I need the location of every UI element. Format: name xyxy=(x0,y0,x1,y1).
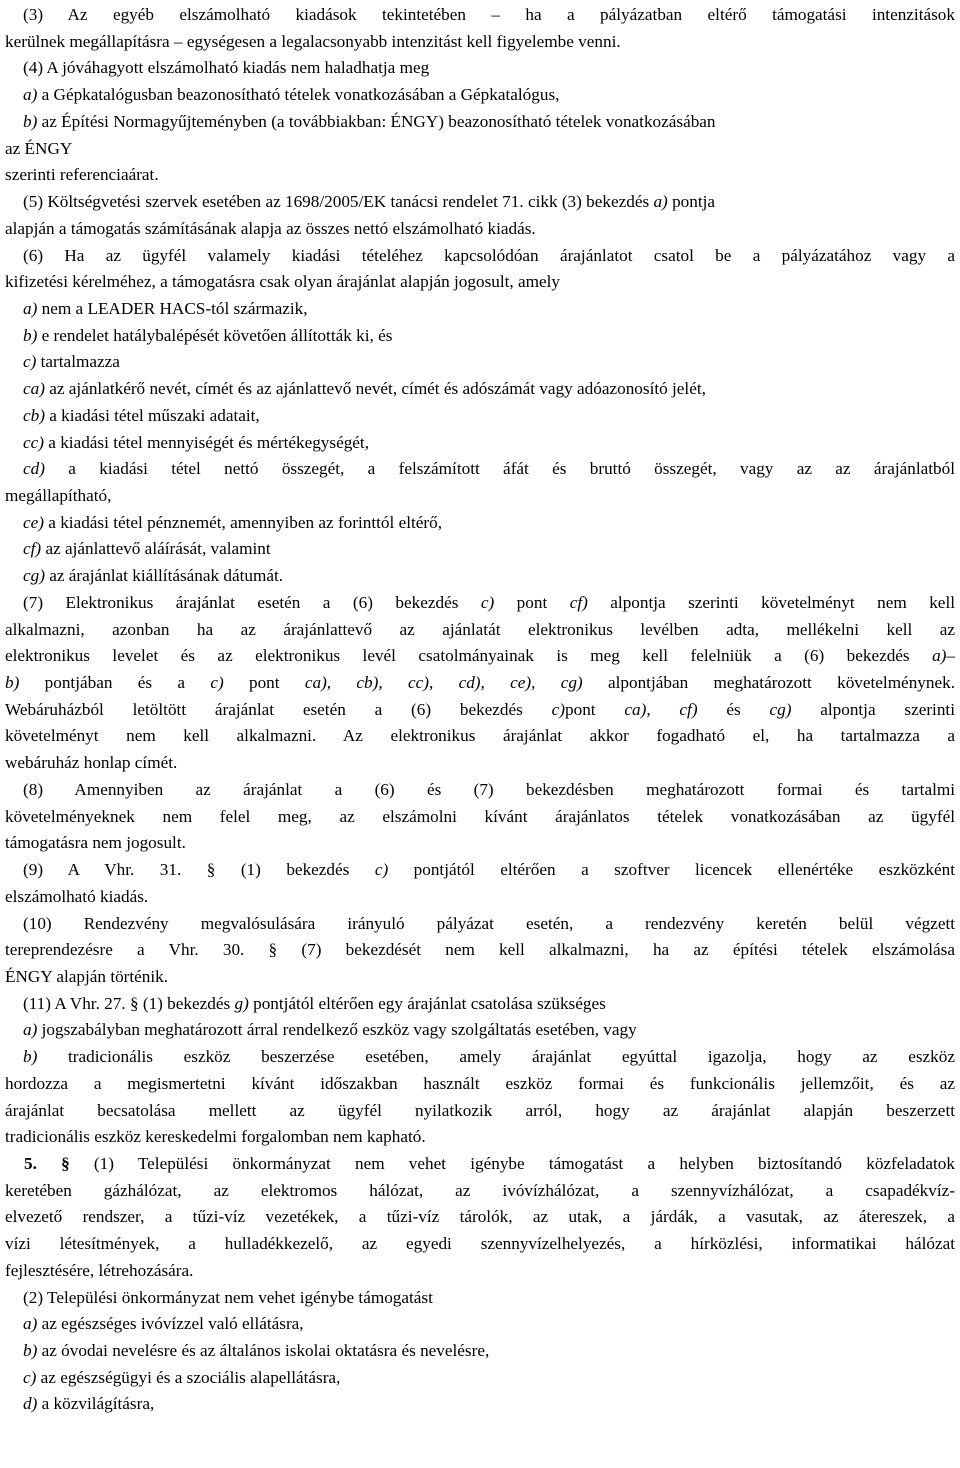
text-run: pont xyxy=(223,673,305,692)
text-line xyxy=(23,1,955,29)
text-line xyxy=(23,1364,955,1392)
text-run: vízi létesítmények, a hulladékkezelő, az egyedi szennyvízelhelyezés, a hírközlési, informatikai hálózat xyxy=(5,1234,955,1254)
text-run: alpontjában meghatározott követelménynek. xyxy=(582,673,955,692)
text-line xyxy=(5,696,955,724)
italic-marker: b) xyxy=(23,325,38,345)
italic-marker: b) xyxy=(5,673,20,692)
text-run: az ajánlatkérő nevét, címét és az ajánlattevő nevét, címét és adószámát vagy adóazonosító jelét, xyxy=(44,379,706,399)
text-run: az ajánlattevő aláírását, valamint xyxy=(41,539,271,559)
text-run: kifizetési kérelméhez, a támogatásra csak olyan árajánlat alapján jogosult, amely xyxy=(5,272,561,292)
text-run: a kiadási tétel mennyiségét és mértékegységét, xyxy=(43,432,369,452)
italic-marker: ce) xyxy=(23,512,44,532)
text-run: hordozza a megismertetni kívánt időszakban használt eszköz formai és funkcionális jellemzőit, és az xyxy=(5,1073,955,1093)
text-run: támogatásra nem jogosult. xyxy=(5,833,186,853)
italic-marker: c) xyxy=(210,673,224,692)
text-line xyxy=(23,856,955,884)
text-line xyxy=(24,1150,955,1178)
bold-text: § xyxy=(61,1154,70,1173)
text-run: pontjától eltérően a szoftver licencek ellenértéke eszközként xyxy=(388,860,955,879)
text-line xyxy=(5,161,955,189)
text-run: alkalmazni, azonban ha az árajánlattevő az ajánlatát elektronikus levélben adta, mellékelni kell az xyxy=(5,619,955,639)
text-line xyxy=(23,1284,955,1312)
text-line xyxy=(23,990,955,1018)
text-run: megállapítható, xyxy=(5,486,112,505)
text-run: pont xyxy=(494,592,570,612)
italic-marker: cg) xyxy=(23,566,45,586)
text-run: elvezető rendszer, a tűzi-víz vezetékek, a tűzi-víz tárolók, az utak, a járdák, a vasutak, az átereszek, a xyxy=(5,1207,955,1227)
text-line xyxy=(23,1310,955,1338)
text-line xyxy=(5,268,955,296)
text-run: az egészséges ivóvízzel való ellátásra, xyxy=(37,1314,304,1334)
italic-marker: b) xyxy=(23,111,38,131)
italic-marker: cb) xyxy=(23,405,45,425)
text-line xyxy=(23,348,955,376)
text-run: fejlesztésére, létrehozására. xyxy=(5,1260,194,1280)
text-line xyxy=(23,562,955,590)
text-run: e rendelet hatálybalépését követően állították ki, és xyxy=(37,325,393,345)
italic-marker: cf) xyxy=(569,592,588,612)
text-line xyxy=(23,108,955,136)
text-run: webáruház honlap címét. xyxy=(5,753,178,773)
text-run: alapján a támogatás számításának alapja az összes nettó elszámolható kiadás. xyxy=(5,218,536,238)
text-run: szerinti referenciaárat. xyxy=(5,165,159,185)
italic-marker: cf) xyxy=(23,539,42,559)
text-line xyxy=(23,910,955,938)
text-run: (6) Ha az ügyfél valamely kiadási tételéhez kapcsolódóan árajánlatot csatol be a pályázatához vagy a xyxy=(23,245,955,265)
text-line xyxy=(23,322,955,350)
text-line xyxy=(23,589,955,617)
italic-marker: a) xyxy=(23,1020,38,1040)
italic-marker: ca) xyxy=(23,379,45,399)
italic-marker: c) xyxy=(480,592,495,612)
text-run: a Gépkatalógusban beazonosítható tételek vonatkozásában a Gépkatalógus, xyxy=(37,85,560,105)
text-run: és xyxy=(697,699,770,719)
text-run: a kiadási tétel műszaki adatait, xyxy=(44,405,260,425)
italic-marker: cc) xyxy=(23,432,44,452)
text-line xyxy=(5,963,955,991)
text-line xyxy=(23,1043,955,1071)
text-run: pontja xyxy=(667,192,716,211)
text-run: követelményeknek nem felel meg, az elszámolni kívánt árajánlatos tételek vonatkozásában az ügyfél xyxy=(5,806,955,826)
text-run: (2) Települési önkormányzat nem vehet igénybe támogatást xyxy=(23,1287,433,1307)
text-line xyxy=(5,1070,955,1098)
text-run: Webáruházból letöltött árajánlat esetén a (6) bekezdés xyxy=(5,699,552,719)
text-line xyxy=(23,242,955,270)
text-line xyxy=(23,1016,955,1044)
text-line xyxy=(5,1177,955,1205)
text-line xyxy=(5,883,955,911)
text-run: (5) Költségvetési szervek esetében az 1698/2005/EK tanácsi rendelet 71. cikk (3) bekezdés xyxy=(23,192,654,211)
text-run xyxy=(37,1154,61,1173)
italic-marker: cd) xyxy=(23,459,45,479)
italic-marker: c) xyxy=(374,860,389,879)
text-line xyxy=(23,188,955,216)
text-line xyxy=(5,1203,955,1231)
text-line xyxy=(5,28,955,56)
text-line xyxy=(5,803,955,831)
text-run: (3) Az egyéb elszámolható kiadások tekintetében – ha a pályázatban eltérő támogatási intenzitások xyxy=(23,5,955,24)
italic-marker: a) xyxy=(23,1314,38,1334)
text-line xyxy=(23,295,955,323)
text-run: követelményt nem kell alkalmazni. Az elektronikus árajánlat akkor fogadható el, ha tartalmazza a xyxy=(5,726,955,746)
bold-text: 5. xyxy=(24,1154,37,1173)
italic-marker: b) xyxy=(23,1047,38,1067)
italic-marker: ca), cf) xyxy=(624,699,698,719)
text-run: (10) Rendezvény megvalósulására irányuló pályázat esetén, a rendezvény keretén belül végzett xyxy=(23,913,955,933)
text-run: jogszabályban meghatározott árral rendelkező eszköz vagy szolgáltatás esetében, vagy xyxy=(37,1020,637,1040)
text-run: pontjától eltérően egy árajánlat csatolása szükséges xyxy=(248,993,606,1013)
text-run: elszámolható kiadás. xyxy=(5,886,149,906)
text-run: (11) A Vhr. 27. § (1) bekezdés xyxy=(23,993,235,1013)
text-line xyxy=(23,535,955,563)
text-run: keretében gázhálózat, az elektromos hálózat, az ivóvízhálózat, a szennyvízhálózat, a csapadékvíz- xyxy=(5,1180,955,1200)
text-run: alpontja szerinti követelményt nem kell xyxy=(587,592,955,612)
text-run: az óvodai nevelésre és az általános iskolai oktatásra és nevelésre, xyxy=(37,1341,490,1360)
text-run: (7) Elektronikus árajánlat esetén a (6) bekezdés xyxy=(23,592,481,612)
italic-marker: ca), cb), cc), cd), ce), cg) xyxy=(304,673,583,692)
text-line xyxy=(23,776,955,804)
text-line xyxy=(5,482,955,510)
italic-marker: c) xyxy=(23,1367,37,1387)
text-run: az Építési Normagyűjteményben (a továbbiakban: ÉNGY) beazonosítható tételek vonatkozásában xyxy=(37,111,716,131)
text-run: kerülnek megállapításra – egységesen a legalacsonyabb intenzitást kell figyelembe venni. xyxy=(5,31,621,51)
text-run: árajánlat becsatolása mellett az ügyfél nyilatkozik arról, hogy az árajánlat alapján beszerzett xyxy=(5,1100,955,1120)
italic-marker: a) xyxy=(23,85,38,105)
text-line xyxy=(5,1257,955,1285)
text-line xyxy=(5,749,955,777)
text-line xyxy=(5,1230,955,1258)
text-run: ÉNGY alapján történik. xyxy=(5,966,169,986)
text-line xyxy=(23,429,955,457)
text-run: tradicionális eszköz beszerzése esetében, amely árajánlat egyúttal igazolja, hogy az eszköz xyxy=(37,1047,955,1067)
italic-marker: cg) xyxy=(769,699,792,719)
italic-marker: c) xyxy=(23,352,37,372)
text-run: (8) Amennyiben az árajánlat a (6) és (7) bekezdésben meghatározott formai és tartalmi xyxy=(23,779,955,799)
text-run: a közvilágításra, xyxy=(37,1394,155,1414)
text-run: nem a LEADER HACS-tól származik, xyxy=(37,298,308,318)
text-line xyxy=(5,722,955,750)
text-line xyxy=(5,1097,955,1125)
italic-marker: c) xyxy=(551,699,566,719)
text-line xyxy=(23,1390,955,1418)
text-run: tradicionális eszköz kereskedelmi forgalomban nem kapható. xyxy=(5,1127,426,1147)
text-run: alpontja szerinti xyxy=(791,699,955,719)
italic-marker: a)– xyxy=(932,646,955,666)
italic-marker: g) xyxy=(234,993,249,1013)
text-line xyxy=(23,375,955,403)
text-run: (9) A Vhr. 31. § (1) bekezdés xyxy=(23,860,375,879)
text-line xyxy=(23,54,955,82)
text-run: az árajánlat kiállításának dátumát. xyxy=(44,566,284,586)
text-line xyxy=(23,402,955,430)
text-line xyxy=(23,509,955,537)
text-run: a kiadási tétel pénznemét, amennyiben az forinttól eltérő, xyxy=(43,512,442,532)
text-run: (1) Települési önkormányzat nem vehet igénybe támogatást a helyben biztosítandó közfeladatok xyxy=(69,1154,955,1173)
text-line xyxy=(5,936,955,964)
italic-marker: b) xyxy=(23,1341,38,1360)
text-line xyxy=(5,135,955,163)
text-line xyxy=(5,215,955,243)
italic-marker: a) xyxy=(653,192,668,211)
text-run: a kiadási tétel nettó összegét, a felszámított áfát és bruttó összegét, vagy az az árajánlatból xyxy=(44,459,955,479)
text-line xyxy=(23,1337,955,1365)
text-run: tereprendezésre a Vhr. 30. § (7) bekezdését nem kell alkalmazni, ha az építési tételek elszámolása xyxy=(5,940,955,960)
text-line xyxy=(23,455,955,483)
text-run: elektronikus levelet és az elektronikus levél csatolmányainak is meg kell felelniük a (6) bekezdés xyxy=(5,646,933,666)
text-run: (4) A jóváhagyott elszámolható kiadás nem haladhatja meg xyxy=(23,58,430,78)
text-line xyxy=(5,829,955,857)
text-line xyxy=(5,669,955,697)
text-run: pont xyxy=(565,699,625,719)
italic-marker: d) xyxy=(23,1394,38,1414)
text-line xyxy=(23,81,955,109)
text-run: az egészségügyi és a szociális alapellátásra, xyxy=(36,1367,341,1387)
text-line xyxy=(5,642,955,670)
text-run: az ÉNGY xyxy=(5,138,73,158)
text-line xyxy=(5,616,955,644)
text-run: pontjában és a xyxy=(19,673,211,692)
italic-marker: a) xyxy=(23,298,38,318)
text-run: tartalmazza xyxy=(36,352,120,372)
text-line xyxy=(5,1123,955,1151)
